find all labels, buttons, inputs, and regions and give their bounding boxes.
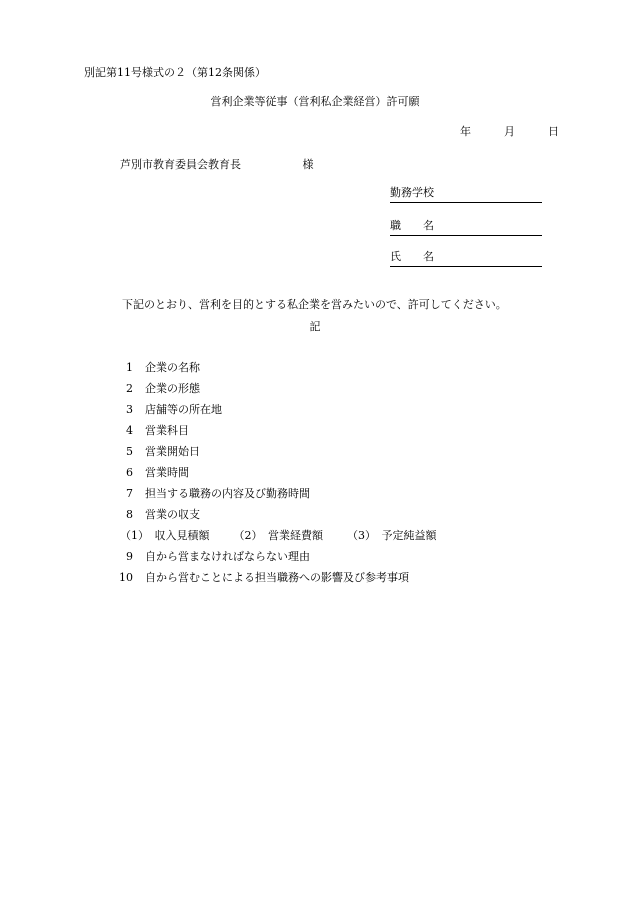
field-school-label: 勤務学校 [390, 186, 434, 199]
list-item [108, 361, 461, 382]
field-name [390, 250, 542, 267]
field-position [390, 219, 542, 236]
item-text: 企業の名称 [145, 361, 200, 374]
request-statement: 下記のとおり、営利を目的とする私企業を営みたいので、許可してください。 [122, 298, 507, 311]
field-name-label: 氏 名 [390, 250, 434, 263]
addressee-name: 芦別市教育委員会教育長 [120, 158, 241, 171]
sub-item: （1） 収入見積額 [120, 529, 210, 542]
item-text: 店舗等の所在地 [145, 403, 222, 416]
document-title: 営利企業等従事（営利私企業経営）許可願 [210, 95, 420, 108]
list-item [108, 445, 461, 466]
item-text: 営業開始日 [145, 445, 200, 458]
item-number: 7 [126, 487, 133, 500]
list-item [108, 403, 461, 424]
item-text: 担当する職務の内容及び勤務時間 [145, 487, 310, 500]
list-item [108, 466, 461, 487]
item-text: 営業の収支 [145, 508, 200, 521]
item-number: 8 [126, 508, 133, 521]
addressee [120, 158, 314, 172]
item-number: 9 [126, 550, 133, 563]
item-number: 4 [126, 424, 133, 437]
item-number: 10 [119, 571, 133, 584]
date-day: 日 [548, 125, 559, 138]
item-text: 営業科目 [145, 424, 189, 437]
list-item [108, 571, 461, 592]
item-text: 自から営むことによる担当職務への影響及び参考事項 [145, 571, 409, 584]
list-item [108, 487, 461, 508]
list-item [108, 508, 461, 529]
sub-item-row [108, 529, 461, 550]
item-number: 5 [126, 445, 133, 458]
addressee-honorific: 様 [302, 158, 314, 171]
item-number: 2 [126, 382, 133, 395]
ki-heading: 記 [309, 320, 321, 333]
date-line [460, 125, 559, 139]
list-item [108, 382, 461, 403]
item-text: 営業時間 [145, 466, 189, 479]
date-month: 月 [504, 125, 515, 138]
sub-item: （2） 営業経費額 [233, 529, 323, 542]
item-text: 自から営まなければならない理由 [145, 550, 310, 563]
list-item [108, 550, 461, 571]
date-year: 年 [460, 125, 471, 138]
item-text: 企業の形態 [145, 382, 200, 395]
sub-item: （3） 予定純益額 [347, 529, 437, 542]
field-school [390, 186, 542, 203]
item-number: 6 [126, 466, 133, 479]
item-list [108, 361, 461, 592]
field-position-label: 職 名 [390, 219, 434, 232]
list-item [108, 424, 461, 445]
sub-item-list [108, 529, 461, 543]
item-number: 1 [126, 361, 133, 374]
form-identifier: 別記第11号様式の２（第12条関係） [84, 66, 266, 79]
item-number: 3 [126, 403, 133, 416]
